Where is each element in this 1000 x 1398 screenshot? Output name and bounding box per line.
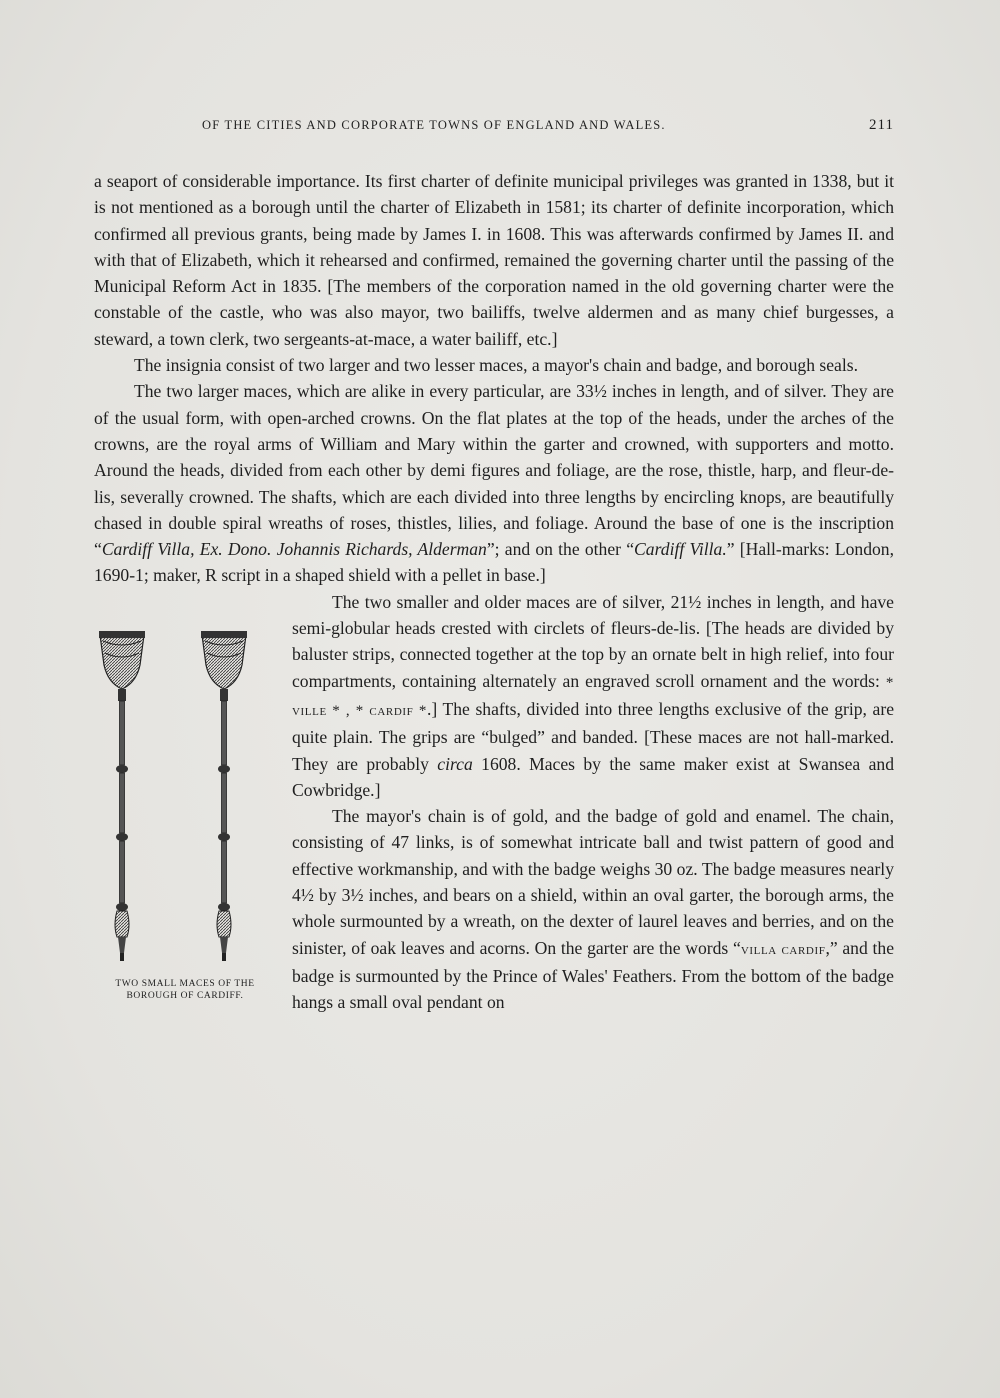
- body-text: [94, 168, 894, 1030]
- paragraph-charters: a seaport of considerable importance. Its first charter of definite municipal privileges was granted in 1338, but it is not mentioned as a borough until the charter of Elizabeth in 1581; its charter of definite incorporation, which confirmed all previous grants, being made by James I. in 1608. This was afterwards confirmed by James II. and with that of Elizabeth, which it rehearsed and confirmed, remained the governing charter until the passing of the Municipal Reform Act in 1835. [The members of the corporation named in the old governing charter were the constable of the castle, who was also mayor, two bailiffs, twelve aldermen and as many chief burgesses, a steward, a town clerk, two sergeants-at-mace, a water bailiff, etc.]: [94, 171, 894, 349]
- maces-illustration: [94, 631, 276, 971]
- text-span: ” [Hall-marks: London, 1690-1; maker, R script in a shaped shield with a pellet in base.]: [94, 539, 894, 586]
- text-span: The two larger maces, which are alike in every particular, are 33½ inches in length, and of silver. They are of the usual form, with open-arched crowns. On the flat plates at the top of the heads, under the arches of the crowns, are the royal arms of William and Mary within the garter and crowned, with supporters and motto. Around the heads, divided from each other by demi figures and foliage, are the rose, thistle, harp, and fleur-de-lis, severally crowned. The shafts, which are each divided into three lengths by encircling knops, are beautifully chased in double spiral wreaths of roses, thistles, lilies, and foliage. Around the base of one is the inscription “: [94, 381, 894, 560]
- circa-italic: circa: [437, 753, 473, 774]
- text-span: The two smaller and older maces are of silver, 21½ inches in length, and have semi-globular heads crested with circlets of fleurs-de-lis. [The heads are divided by baluster strips, connected together at the top by an ornate belt in high relief, into four compartments, containing alternately an engraved scroll ornament and the words:: [292, 591, 894, 691]
- mace-figure: [94, 589, 276, 1030]
- paragraph-larger-maces: [94, 378, 894, 588]
- text-span: .] The shafts, divided into three lengths exclusive of the grip, are quite plain. The grips are “bulged” and banded. [These maces are not hall-marked. They are probably: [292, 698, 894, 774]
- running-title: OF THE CITIES AND CORPORATE TOWNS OF ENGLAND AND WALES.: [202, 118, 666, 132]
- paragraph-insignia: The insignia consist of two larger and two lesser maces, a mayor's chain and badge, and borough seals.: [134, 355, 858, 376]
- text-span: The mayor's chain is of gold, and the badge of gold and enamel. The chain, consisting of 47 links, is of somewhat intricate ball and twist pattern of good and effective workmanship, and with the badge weighs 30 oz. The badge measures nearly 4½ by 3½ inches, and bears on a shield, within an oval garter, the borough arms, the whole surmounted by a wreath, on the dexter of laurel leaves and berries, and on the sinister, of oak leaves and acorns. On the garter are the words “: [292, 806, 894, 958]
- mace-left: [99, 631, 145, 961]
- inscription-italic: Cardiff Villa, Ex. Dono. Johannis Richards, Alderman: [101, 539, 487, 560]
- mace-right: [201, 631, 247, 961]
- page-number: 211: [869, 117, 894, 133]
- text-span: ”; and on the other “: [486, 539, 635, 560]
- small-caps-words: * ville * , * cardif *: [292, 674, 894, 719]
- small-caps-words: villa cardif: [740, 941, 826, 958]
- inscription-italic: Cardiff Villa.: [634, 539, 727, 560]
- text-span: ,” and the badge is surmounted by the Prince of Wales' Feathers. From the bottom of the badge hangs a small oval pendant on: [292, 937, 894, 1013]
- text-span: 1608. Maces by the same maker exist at Swansea and Cowbridge.]: [292, 753, 895, 800]
- figure-caption: TWO SMALL MACES OF THE BOROUGH OF CARDIFF.: [115, 978, 255, 1001]
- running-head: [94, 118, 894, 138]
